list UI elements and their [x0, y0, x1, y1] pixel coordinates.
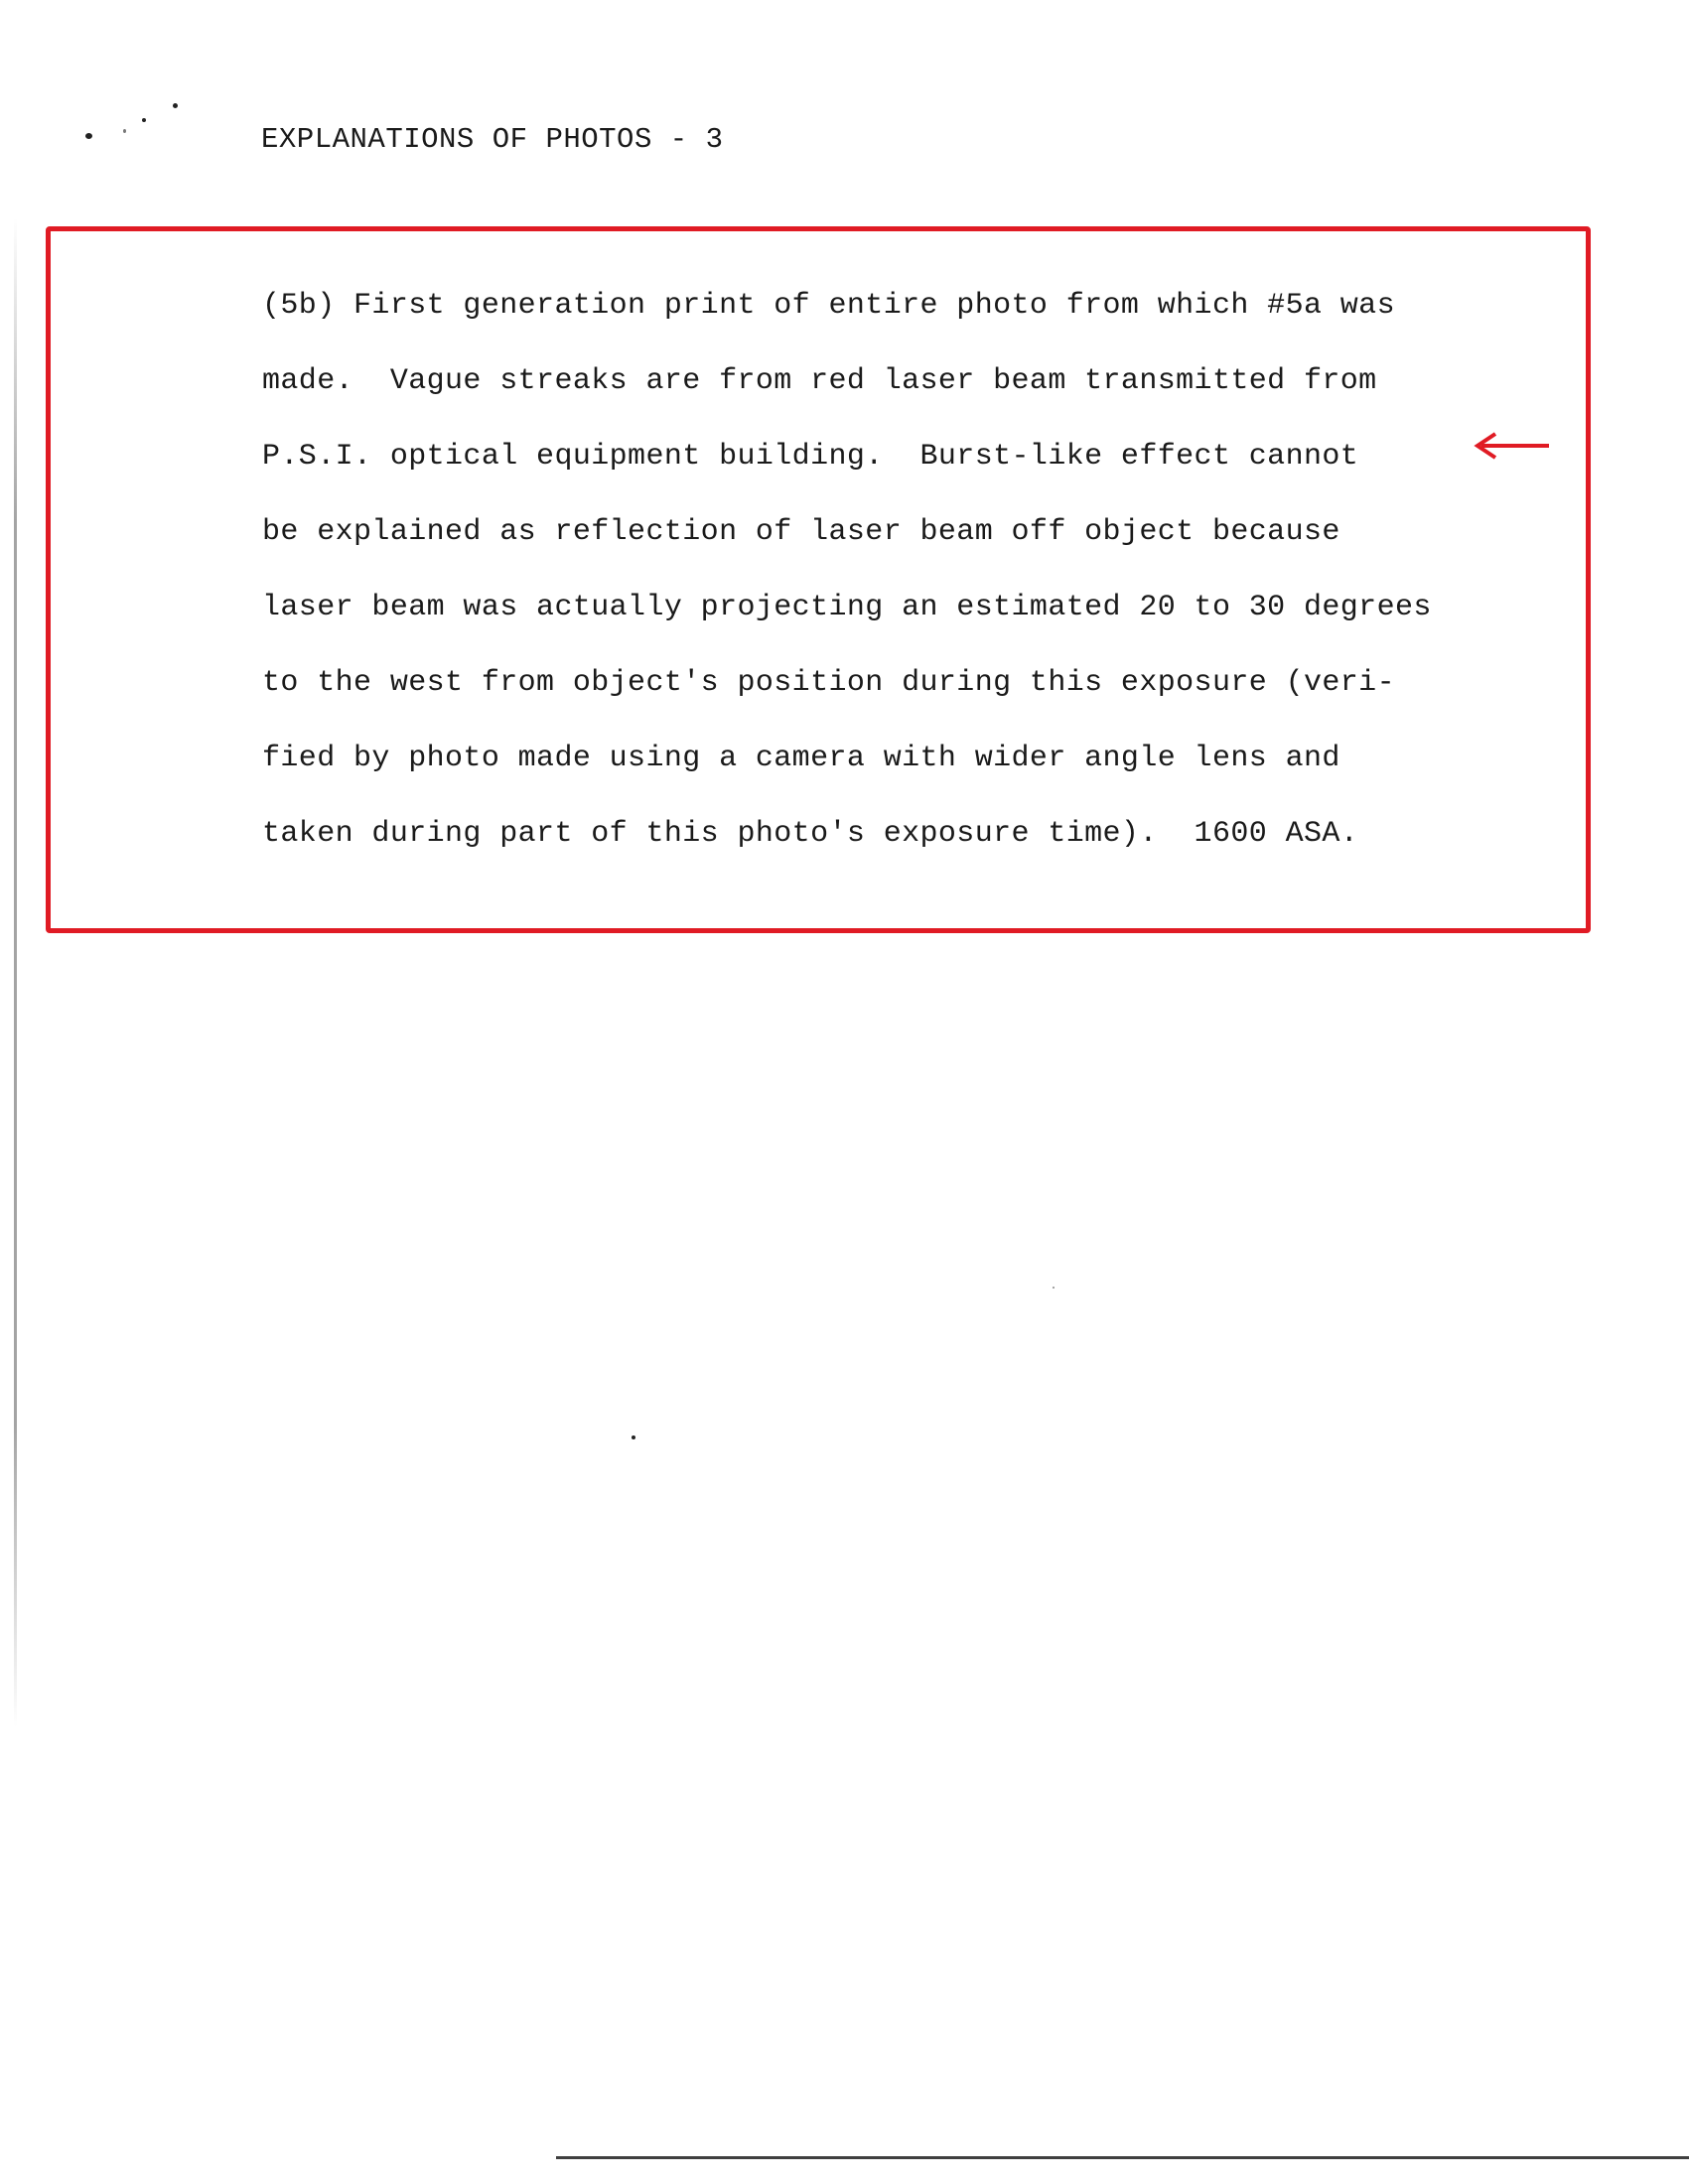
scan-speck [1053, 1287, 1055, 1289]
paragraph-line: fied by photo made using a camera with wider angle lens and [262, 742, 1340, 775]
paragraph-line: be explained as reflection of laser beam off object because [262, 515, 1340, 549]
paragraph-line: laser beam was actually projecting an estimated 20 to 30 degrees [262, 591, 1432, 624]
paragraph-line: to the west from object's position during this exposure (veri- [262, 666, 1395, 700]
scan-edge-left [14, 218, 17, 1727]
scan-speck [632, 1435, 635, 1439]
paragraph-line: (5b) First generation print of entire photo from which #5a was [262, 289, 1395, 323]
paragraph-line: P.S.I. optical equipment building. Burst-like effect cannot [262, 440, 1359, 474]
page-title: EXPLANATIONS OF PHOTOS - 3 [261, 123, 724, 156]
scan-edge-bottom [556, 2156, 1689, 2159]
paragraph-line: taken during part of this photo's exposure time). 1600 ASA. [262, 817, 1359, 851]
scan-speck [85, 133, 92, 139]
paragraph-line: made. Vague streaks are from red laser beam transmitted from [262, 364, 1377, 398]
left-arrow-icon [1472, 429, 1551, 463]
scan-speck [142, 118, 146, 122]
scan-speck [173, 103, 178, 108]
scan-speck [123, 129, 126, 133]
explanation-paragraph [262, 268, 1573, 872]
